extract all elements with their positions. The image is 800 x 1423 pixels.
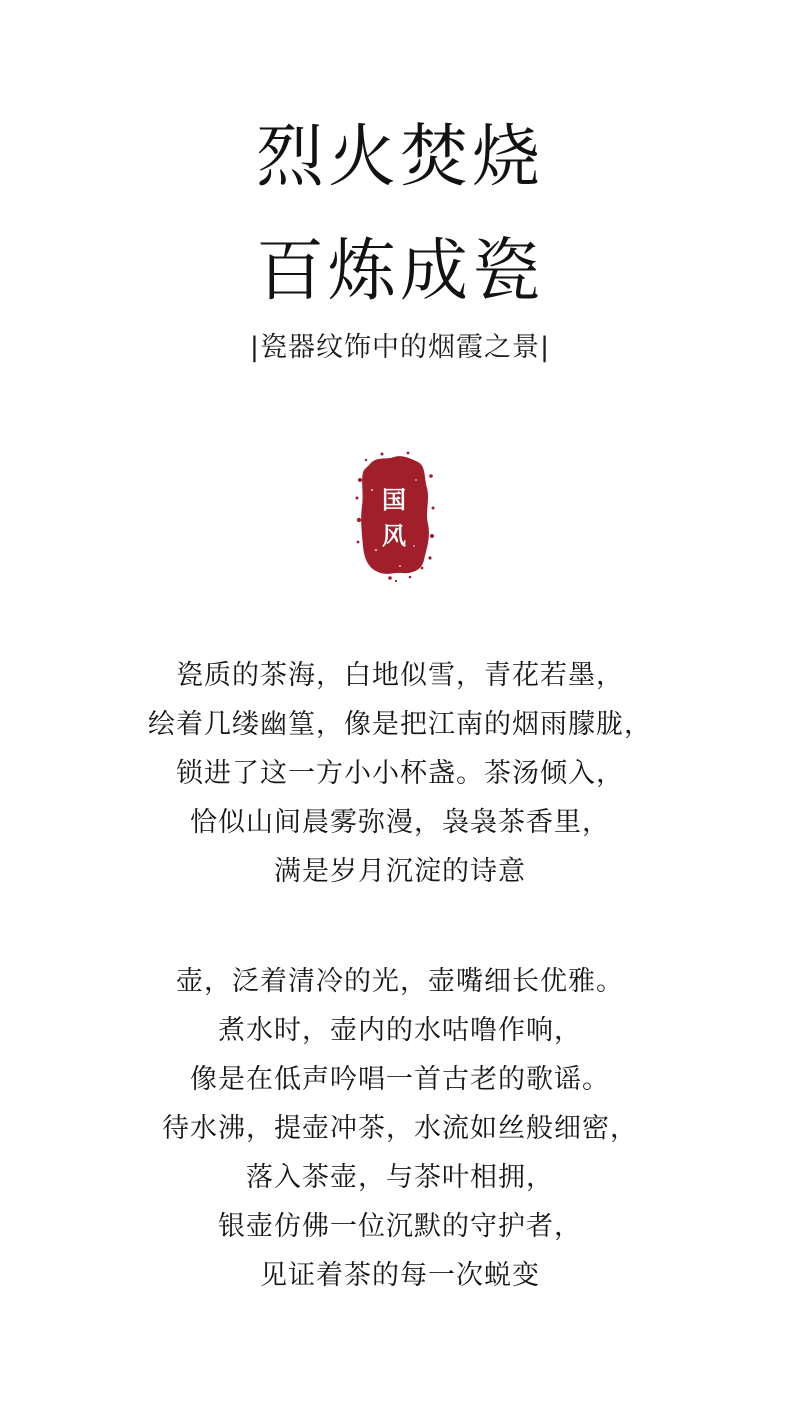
- seal-char-1: 国: [382, 485, 406, 514]
- poem-line: 壶，泛着清冷的光，壶嘴细长优雅。: [176, 966, 624, 997]
- poem-line: 恰似山间晨雾弥漫，袅袅茶香里，: [190, 807, 610, 838]
- poem-stanza-1: [0, 651, 800, 896]
- poem-line: 见证着茶的每一次蜕变: [260, 1260, 540, 1291]
- poem-line: 落入茶壶，与茶叶相拥，: [246, 1162, 554, 1193]
- poem-line: 瓷质的茶海，白地似雪，青花若墨，: [176, 660, 624, 691]
- poem-line: 满是岁月沉淀的诗意: [274, 856, 526, 887]
- title-line-2: 百炼成瓷: [255, 232, 544, 311]
- seal-char-2: 风: [382, 521, 406, 550]
- title-line-1: 烈火焚烧: [255, 118, 544, 197]
- poem-line: 银壶仿佛一位沉默的守护者，: [218, 1211, 582, 1242]
- poem-line: 绘着几缕幽篁，像是把江南的烟雨朦胧，: [148, 709, 652, 740]
- subtitle: |瓷器纹饰中的烟霞之景|: [249, 332, 551, 363]
- poem-line: 像是在低声吟唱一首古老的歌谣。: [190, 1064, 610, 1095]
- poem-line: 锁进了这一方小小杯盏。茶汤倾入，: [176, 758, 624, 789]
- seal-ink-shape: [352, 450, 436, 582]
- poem-line: 煮水时，壶内的水咕噜作响，: [218, 1015, 582, 1046]
- poem-line: 待水沸，提壶冲茶，水流如丝般细密，: [162, 1113, 638, 1144]
- poem-stanza-2: [0, 957, 800, 1300]
- seal-stamp-icon: [352, 450, 436, 582]
